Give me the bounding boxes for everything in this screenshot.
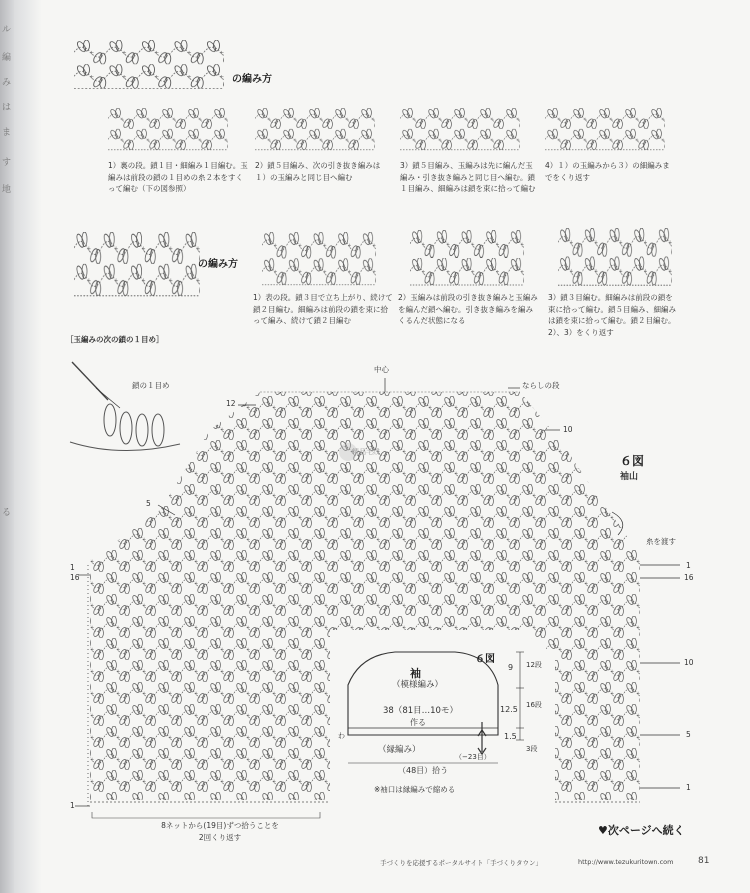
pattern1-step2-swatch — [255, 108, 375, 150]
page-number: 81 — [698, 856, 710, 866]
dim-c-rows: 3段 — [526, 745, 538, 753]
row-label: 5 — [146, 499, 151, 508]
pattern1-step4: 4）１）の玉編みから３）の細編みまでをくり返す — [545, 161, 670, 182]
gutter-char: る — [2, 508, 12, 518]
dim-b: 12.5 — [500, 705, 518, 714]
detail-title: ［玉編みの次の鎖の１目め］ — [66, 335, 164, 344]
pattern2-header-swatch — [74, 232, 200, 296]
row-label: 1 — [686, 561, 691, 570]
schematic-decrease: （−23目） — [455, 753, 491, 761]
pattern1-step2: 2）鎖５目編み、次の引き抜き編みは１）の玉編みと同じ目へ編む — [255, 161, 381, 182]
schematic-fig-number: ６図 — [475, 654, 495, 665]
pattern2-title: の編み方 — [198, 259, 238, 270]
row-label: 5 — [686, 730, 691, 739]
thread-note: 糸を渡す — [646, 537, 676, 546]
schematic-title: 袖 — [410, 667, 421, 680]
pattern1-step1-swatch — [108, 108, 228, 150]
dim-a-rows: 12段 — [526, 661, 542, 669]
schematic-edge: （縁編み） — [378, 745, 421, 755]
gutter-char: 編 — [2, 53, 12, 63]
pattern1-step1: 1）裏の段。鎖１目・細編み１目編む。玉編みは前段の鎖の１目めの糸２本をすくって編む（下の図参照） — [108, 161, 248, 193]
fig-name: 袖山 — [620, 472, 639, 482]
schematic-pickup: （48目）拾う — [398, 766, 449, 775]
schematic-width: 38（81目…10モ） — [383, 706, 458, 716]
row-label: 1 — [70, 801, 75, 810]
pattern2-step1-swatch — [262, 232, 376, 285]
pattern2-step3: 3）鎖３目編む。細編みは前段の鎖を束に拾って編む。鎖５目編み、細編みは鎖を束に拾って編む。鎖２目編む。2）、3）をくり返す — [548, 293, 676, 337]
fig-number: ６図 — [620, 454, 645, 468]
bottom-note: 8ネットから(19目)ずつ拾うことを 2回くり返す — [161, 821, 279, 842]
pattern1-step3-swatch — [400, 108, 520, 150]
sleeve-schematic — [338, 640, 524, 763]
pattern1-step4-swatch — [545, 108, 665, 150]
nashi-row-label: ならしの段 — [522, 381, 560, 390]
row-label: 10 — [684, 658, 694, 667]
watermark-text: 精品毛线 — [352, 448, 380, 456]
cuff-note: ※袖口は縁編みで縮める — [374, 785, 456, 794]
row-label: 12 — [226, 399, 236, 408]
row-label: 16 — [684, 573, 694, 582]
pattern1-title: の編み方 — [232, 74, 272, 85]
schematic-w: わ — [338, 732, 345, 740]
row-label: 16 — [70, 573, 80, 582]
detail-illustration — [70, 362, 180, 451]
row-label: 10 — [563, 425, 573, 434]
schematic-pattern: （模様編み） — [392, 680, 444, 690]
center-label: 中心 — [374, 365, 389, 374]
detail-chain-label: 鎖の１目め — [132, 381, 170, 390]
pattern1-step3: 3）鎖５目編み、玉編みは先に編んだ玉編み・引き抜き編みと同じ目へ編む。鎖１目編み、細編みは鎖を束に拾って編む — [400, 161, 536, 193]
dim-a: 9 — [508, 663, 514, 672]
gutter-char: 地 — [2, 185, 12, 195]
schematic-make: 作る — [410, 718, 426, 727]
pattern2-step2-swatch — [410, 230, 524, 285]
gutter-char: ル — [2, 25, 12, 35]
dim-b-rows: 16段 — [526, 701, 542, 709]
row-label: 1 — [686, 783, 691, 792]
gutter-char: す — [2, 158, 12, 168]
dim-c: 1.5 — [504, 732, 517, 741]
row-label: 1 — [70, 563, 75, 572]
pattern2-step3-swatch — [558, 228, 672, 285]
pattern2-step2: 2）玉編みは前段の引き抜き編みと玉編みを編んだ鎖へ編む。引き抜き編みを編みくるんだ状態になる — [398, 293, 538, 325]
gutter-char: ま — [2, 128, 12, 138]
footer-site: 手づくりを応援するポータルサイト「手づくりタウン」 — [380, 859, 543, 867]
footer-url: http://www.tezukuritown.com — [578, 858, 674, 866]
pattern2-step1: 1）表の段。鎖３目で立ち上がり、続けて鎖２目編む。細編みは前段の鎖を束に拾って編み、続けて鎖２目編む — [253, 293, 393, 325]
gutter-char: は — [2, 103, 12, 113]
continue-label: ♥次ページへ続く — [598, 824, 685, 837]
pattern1-header-swatch — [74, 40, 224, 88]
gutter-char: み — [2, 78, 12, 88]
